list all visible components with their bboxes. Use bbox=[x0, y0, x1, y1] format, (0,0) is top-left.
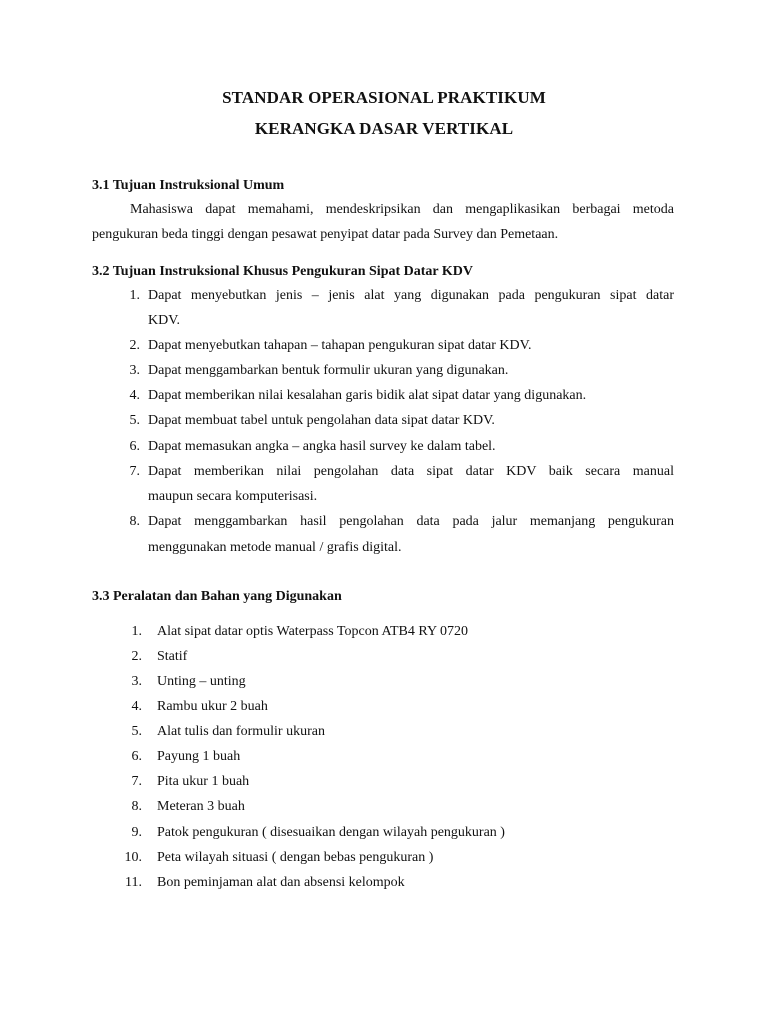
list-number: 4. bbox=[131, 699, 142, 714]
list-number: 8. bbox=[131, 799, 142, 814]
list-number: 1. bbox=[129, 288, 140, 303]
list-item: Dapat menggambarkan hasil pengolahan data pada jalur memanjang pengukuran bbox=[148, 514, 674, 529]
list-number: 3. bbox=[131, 674, 142, 689]
list-item: Dapat memasukan angka – angka hasil survey ke dalam tabel. bbox=[148, 439, 496, 454]
list-item: Payung 1 buah bbox=[157, 749, 241, 764]
section-heading: 3.1 Tujuan Instruksional Umum bbox=[92, 178, 285, 193]
list-item-continuation: maupun secara komputerisasi. bbox=[148, 489, 318, 504]
section-heading: 3.2 Tujuan Instruksional Khusus Pengukuran Sipat Datar KDV bbox=[92, 264, 473, 279]
list-number: 6. bbox=[131, 749, 142, 764]
list-item: Dapat menyebutkan tahapan – tahapan pengukuran sipat datar KDV. bbox=[148, 338, 532, 353]
list-item: Alat sipat datar optis Waterpass Topcon ATB4 RY 0720 bbox=[157, 624, 469, 639]
list-number: 9. bbox=[131, 825, 142, 840]
list-item: Alat tulis dan formulir ukuran bbox=[157, 724, 325, 739]
list-item: Unting – unting bbox=[157, 674, 246, 689]
list-item: Patok pengukuran ( disesuaikan dengan wilayah pengukuran ) bbox=[157, 825, 505, 840]
document-subtitle: KERANGKA DASAR VERTIKAL bbox=[254, 119, 514, 138]
paragraph-line: pengukuran beda tinggi dengan pesawat penyipat datar pada Survey dan Pemetaan. bbox=[92, 227, 559, 242]
list-item: Dapat memberikan nilai pengolahan data sipat datar KDV baik secara manual bbox=[148, 464, 674, 479]
list-item: Dapat memberikan nilai kesalahan garis bidik alat sipat datar yang digunakan. bbox=[148, 388, 587, 403]
list-number: 5. bbox=[131, 724, 142, 739]
list-number: 2. bbox=[131, 649, 142, 664]
list-number: 5. bbox=[129, 413, 140, 428]
list-item: Dapat menggambarkan bentuk formulir ukuran yang digunakan. bbox=[148, 363, 509, 378]
list-number: 7. bbox=[131, 774, 142, 789]
section-heading: 3.3 Peralatan dan Bahan yang Digunakan bbox=[92, 589, 342, 604]
list-item: Dapat menyebutkan jenis – jenis alat yang digunakan pada pengukuran sipat datar bbox=[148, 288, 674, 303]
list-number: 4. bbox=[129, 388, 140, 403]
list-item: Dapat membuat tabel untuk pengolahan data sipat datar KDV. bbox=[148, 413, 495, 428]
list-item: Statif bbox=[157, 649, 188, 664]
list-item-continuation: menggunakan metode manual / grafis digital. bbox=[148, 540, 402, 555]
list-number: 10. bbox=[124, 850, 142, 865]
list-number: 3. bbox=[129, 363, 140, 378]
list-item: Bon peminjaman alat dan absensi kelompok bbox=[157, 875, 405, 890]
list-item-continuation: KDV. bbox=[148, 313, 181, 328]
list-number: 8. bbox=[129, 514, 140, 529]
list-number: 6. bbox=[129, 439, 140, 454]
list-number: 2. bbox=[129, 338, 140, 353]
list-item: Meteran 3 buah bbox=[157, 799, 245, 814]
list-item: Peta wilayah situasi ( dengan bebas pengukuran ) bbox=[157, 850, 434, 865]
paragraph-line: Mahasiswa dapat memahami, mendeskripsikan dan mengaplikasikan berbagai metoda bbox=[130, 202, 674, 217]
list-number: 11. bbox=[125, 875, 142, 890]
list-number: 7. bbox=[129, 464, 140, 479]
list-item: Rambu ukur 2 buah bbox=[157, 699, 268, 714]
list-item: Pita ukur 1 buah bbox=[157, 774, 250, 789]
list-number: 1. bbox=[131, 624, 142, 639]
document-title: STANDAR OPERASIONAL PRAKTIKUM bbox=[222, 88, 546, 107]
